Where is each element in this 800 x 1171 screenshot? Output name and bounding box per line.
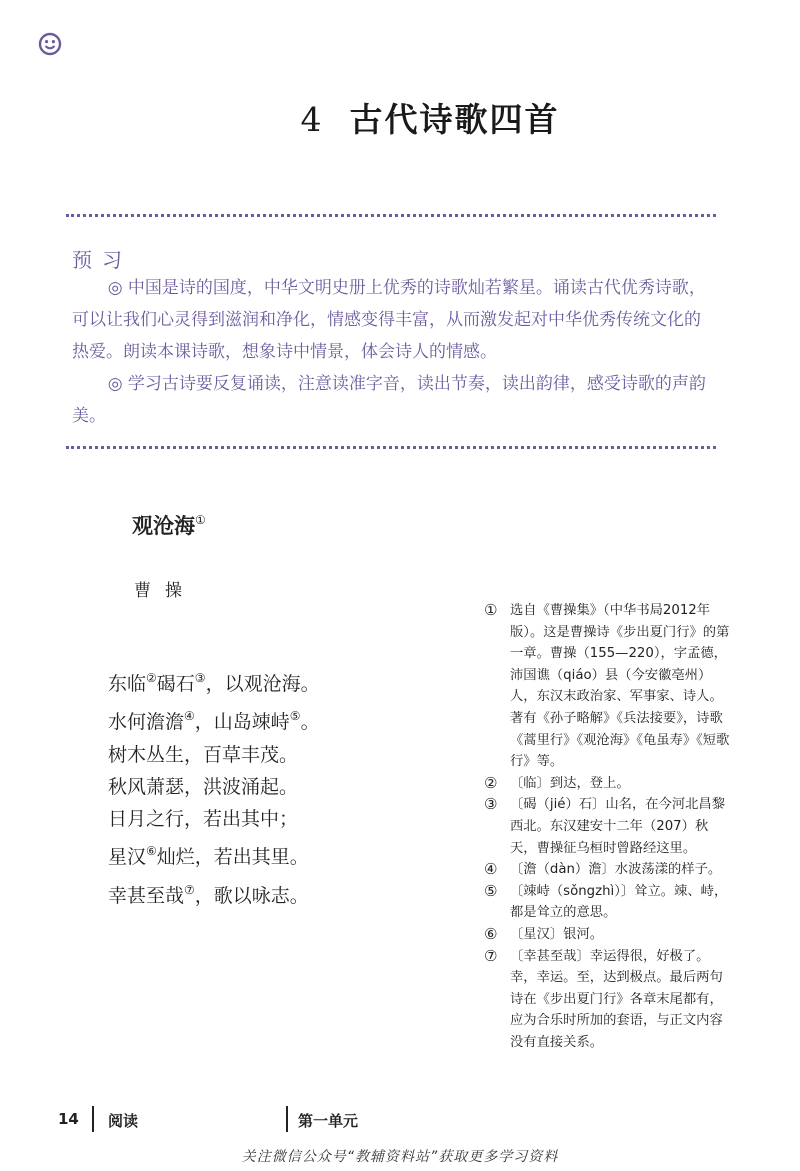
poem-text: 星汉: [108, 846, 147, 869]
footnote-item: [484, 859, 730, 881]
footnote-ref: ⑤: [289, 709, 301, 724]
poem-text: 树木丛生，百草丰茂。: [108, 743, 299, 766]
footnote-marker: ⑤: [484, 881, 498, 900]
poem-text: 东临: [108, 673, 147, 695]
footnote-text: 〔碣（jié）石〕山名，在今河北昌黎西北。东汉建安十二年（207）秋天，曹操征乌桓时曾路经这里。: [510, 797, 726, 856]
poem-line: [108, 662, 428, 700]
poem-title: [132, 510, 206, 540]
footnote-item: [484, 924, 730, 946]
poem-line: [108, 803, 428, 835]
poem-line: [108, 739, 428, 771]
footer-divider: [286, 1106, 288, 1132]
footnote-item: [484, 946, 730, 1054]
footnote-item: [484, 794, 730, 859]
smiley-face-icon: [38, 32, 62, 56]
poem-line: [108, 835, 428, 873]
poem-text: 日月之行，若出其中；: [108, 808, 299, 831]
preview-paragraph: ◎ 中国是诗的国度，中华文明史册上优秀的诗歌灿若繁星。诵读古代优秀诗歌，可以让我们心灵得到滋润和净化，情感变得丰富，从而激发起对中华优秀传统文化的热爱。朗读本课诗歌，想象诗中情景，体会诗人的情感。: [72, 278, 706, 362]
footnote-marker: ②: [484, 773, 498, 792]
poem-text: 幸甚至哉: [108, 884, 185, 907]
bottom-dotted-divider: [66, 446, 716, 449]
footnotes: [484, 600, 730, 1053]
poem-text: 。: [300, 711, 320, 734]
footnote-ref: ⑦: [184, 882, 195, 897]
poem-line: [108, 771, 428, 803]
poem-line: [108, 874, 428, 912]
footer-divider: [92, 1106, 94, 1132]
footnote-ref: ②: [146, 671, 157, 685]
footnote-ref: ④: [184, 709, 195, 724]
footnote-marker: ①: [484, 601, 498, 619]
footnote-ref: ⑥: [146, 844, 157, 859]
poem-line: [108, 700, 428, 738]
footnote-item: [484, 881, 730, 924]
preview-heading: 预习: [72, 248, 132, 272]
top-dotted-divider: [66, 214, 716, 217]
footnote-text: 选自《曹操集》（中华书局2012年版）。这是曹操诗《步出夏门行》的第一章。曹操（155—220），字孟德，沛国谯（qiáo）县（今安徽亳州）人，东汉末政治家、军事家、诗人。著有《孙子略解》《兵法接要》，诗歌《蒿里行》《观沧海》《龟虽寿》《短歌行》等。: [510, 603, 730, 770]
footnote-text: 〔竦峙（sǒngzhì）〕耸立。竦、峙，都是耸立的意思。: [510, 883, 728, 921]
poem-text: 水何澹澹: [108, 711, 185, 734]
watermark-text: 关注微信公众号“教辅资料站”获取更多学习资料: [241, 1149, 559, 1165]
poem-text: 秋风萧瑟，洪波涌起。: [108, 775, 299, 798]
footnote-text: 〔澹（dàn）澹〕水波荡漾的样子。: [510, 862, 722, 878]
poem-author: 曹操: [134, 581, 196, 601]
footnote-marker: ⑥: [484, 924, 498, 943]
poem-title-text: 观沧海: [132, 513, 195, 538]
footnote-marker: ⑦: [484, 946, 498, 965]
footnote-text: 〔临〕到达，登上。: [510, 775, 630, 791]
poem-text: ，山岛竦峙: [194, 711, 290, 734]
lesson-title: [0, 94, 800, 141]
page-footer: [0, 1100, 800, 1140]
poem-body: [108, 662, 428, 912]
footnote-item: [484, 773, 730, 795]
unit-label: 第一单元: [298, 1112, 359, 1130]
footnote-text: 〔星汉〕银河。: [510, 926, 604, 942]
poem-text: ，歌以咏志。: [194, 884, 309, 907]
footnote-item: [484, 600, 730, 773]
lesson-title-text: 古代诗歌四首: [349, 100, 560, 139]
footnote-marker: ④: [484, 860, 498, 879]
page-number: 14: [58, 1110, 79, 1128]
preview-paragraph: ◎ 学习古诗要反复诵读，注意读准字音，读出节奏，读出韵律，感受诗歌的声韵美。: [72, 374, 706, 426]
footnote-ref: ③: [194, 671, 206, 685]
section-label: 阅读: [108, 1112, 139, 1130]
poem-text: 灿烂，若出其里。: [156, 846, 309, 869]
lesson-number: 4: [300, 100, 324, 139]
footnote-ref: ①: [195, 513, 206, 527]
footnote-text: 〔幸甚至哉〕幸运得很，好极了。幸，幸运。至，达到极点。最后两句诗在《步出夏门行》各章末尾都有，应为合乐时所加的套语，与正文内容没有直接关系。: [510, 948, 723, 1050]
poem-text: 碣石: [156, 673, 195, 695]
poem-text: ，以观沧海。: [205, 673, 320, 695]
footnote-marker: ③: [484, 795, 498, 814]
preview-body: [72, 272, 716, 432]
